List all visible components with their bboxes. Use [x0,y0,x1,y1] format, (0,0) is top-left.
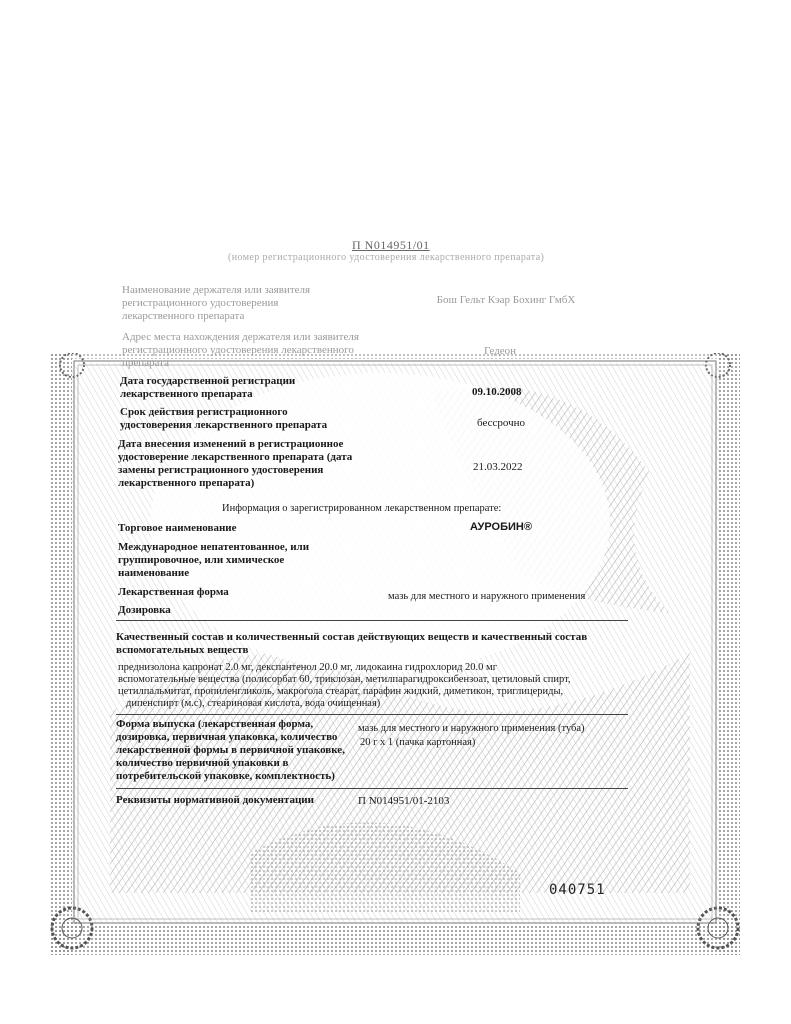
composition-line-2: вспомогательные вещества (полисорбат 60, триклозан, метилпарагидроксибензоат, цетиловый спирт, [118,674,571,685]
trade-name-label: Торговое наименование [118,522,237,534]
release-form-label: Форма выпуска (лекарственная форма, дозировка, первичная упаковка, количество лекарственной формы в первичной упаковке, количество первичной упаковки в потребительской упаковке, комплектность) [116,718,345,782]
registration-date-value: 09.10.2008 [472,386,522,398]
inn-label: Международное непатентованное, или группировочное, или химическое наименование [118,541,310,579]
release-form-value-2: 20 г х 1 (пачка картонная) [360,737,476,748]
holder-name-value: Бош Гельт Кэар Бохинг ГмбХ [436,294,576,306]
release-form-value-1: мазь для местного и наружного применения (туба) [358,723,585,734]
normative-label: Реквизиты нормативной документации [116,794,314,806]
dosage-label: Дозировка [118,604,171,616]
composition-line-3: цетилпальмитат, пропиленгликоль, макрогола стеарат, парафин жидкий, диметикон, триглицериды, [118,686,564,697]
registration-date-label: Дата государственной регистрации лекарственного препарата [120,375,296,400]
divider [116,620,628,621]
certificate-number: П N014951/01 [352,238,430,252]
divider [116,788,628,789]
trade-name-value: АУРОБИН® [470,521,532,533]
holder-address-value: Гедеон [483,345,517,357]
holder-address-label: Адрес места нахождения держателя или заявителя регистрационного удостоверения лекарственного препарата [122,331,359,369]
composition-line-4: дипенспирт (м.с), стеариновая кислота, вода очищенная) [126,698,381,709]
validity-value: бессрочно [477,417,526,429]
info-heading: Информация о зарегистрированном лекарственном препарате: [222,503,502,514]
changes-date-label: Дата внесения изменений в регистрационное удостоверение лекарственного препарата (дата замены регистрационного удостоверения лекарственного препарата) [118,438,353,489]
validity-label: Срок действия регистрационного удостоверения лекарственного препарата [120,406,328,431]
normative-value: П N014951/01-2103 [358,795,450,807]
certificate-number-caption: (номер регистрационного удостоверения лекарственного препарата) [228,252,545,263]
changes-date-value: 21.03.2022 [473,461,523,473]
holder-name-label: Наименование держателя или заявителя регистрационного удостоверения лекарственного препарата [122,284,311,322]
serial-number: 040751 [549,882,606,898]
divider [116,714,628,715]
composition-heading: Качественный состав и количественный состав действующих веществ и качественный состав вспомогательных веществ [116,631,588,656]
composition-line-1: преднизолона капронат 2.0 мг, декспантенол 20.0 мг, лидокаина гидрохлорид 20.0 мг [118,662,498,673]
dosage-form-label: Лекарственная форма [118,586,229,598]
dosage-form-value: мазь для местного и наружного применения [388,591,586,602]
